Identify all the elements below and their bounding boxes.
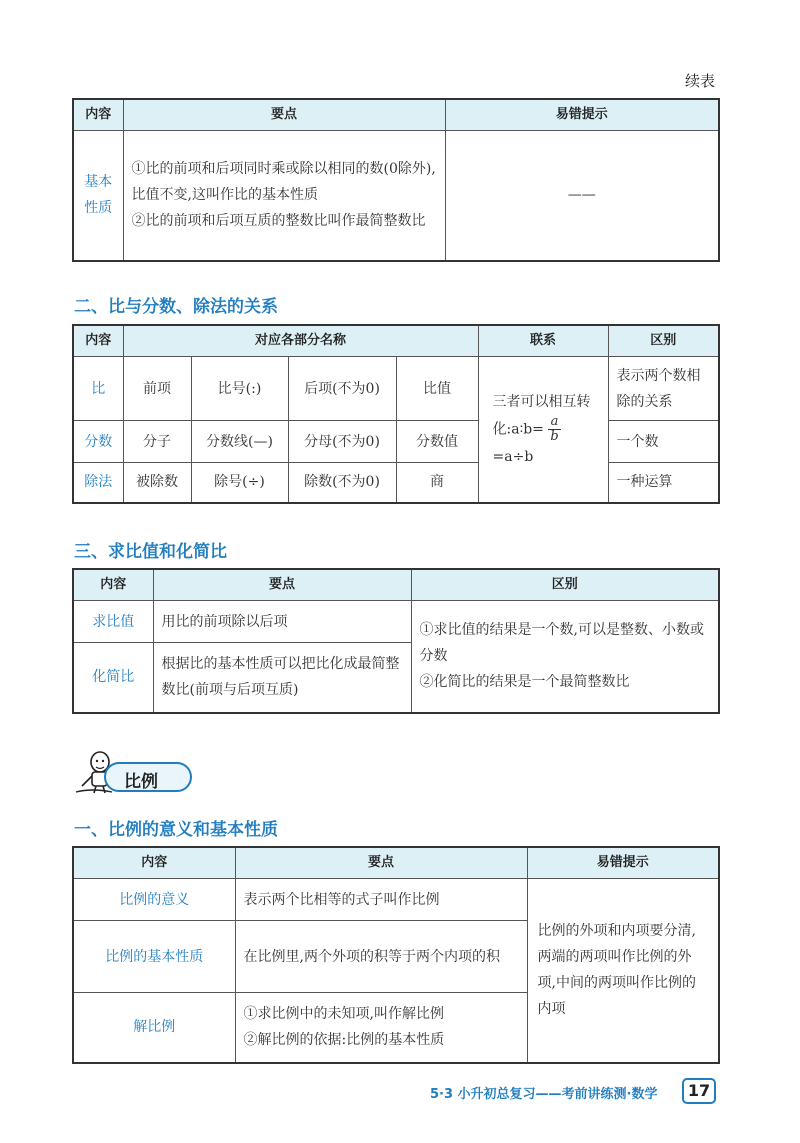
tip-cell: —— <box>445 131 719 261</box>
points-cell <box>123 131 445 261</box>
header-points: 要点 <box>153 569 411 601</box>
section-title: 一、比例的意义和基本性质 <box>74 820 278 840</box>
table-cell: 分数值 <box>396 421 478 463</box>
relation-text: 三者可以相互转化:a∶b= <box>492 393 591 438</box>
table-basic-property <box>72 98 720 262</box>
row-label: 比例的基本性质 <box>73 921 235 993</box>
fraction-denominator: b <box>550 428 559 444</box>
points-cell: 用比的前项除以后项 <box>153 601 411 643</box>
fraction <box>548 415 560 444</box>
table-ratio-fraction-division <box>72 324 720 504</box>
row-label: 求比值 <box>73 601 153 643</box>
points-cell <box>235 993 527 1063</box>
table-cell: 前项 <box>123 357 191 421</box>
points-cell: 根据比的基本性质可以把比化成最简整数比(前项与后项互质) <box>153 643 411 713</box>
header-tips: 易错提示 <box>445 99 719 131</box>
difference-cell <box>411 601 719 713</box>
continued-label: 续表 <box>685 72 716 90</box>
section-title: 三、求比值和化简比 <box>74 542 227 562</box>
table-cell: 除号(÷) <box>191 463 288 503</box>
header-points: 要点 <box>235 847 527 879</box>
header-difference: 区别 <box>608 325 719 357</box>
table-ratio-value-simplify <box>72 568 720 714</box>
header-relation: 联系 <box>478 325 608 357</box>
table-cell: 分数线(—) <box>191 421 288 463</box>
footer-text: 5·3 小升初总复习——考前讲练测·数学 <box>430 1087 658 1102</box>
table-cell: 比号(:) <box>191 357 288 421</box>
tip-cell: 比例的外项和内项要分清,两端的两项叫作比例的外项,中间的两项叫作比例的内项 <box>527 879 719 1063</box>
header-difference: 区别 <box>411 569 719 601</box>
section-badge <box>104 762 192 792</box>
row-label: 比 <box>73 357 123 421</box>
relation-tail: =a÷b <box>492 448 534 465</box>
point-line-2: ②比的前项和后项互质的整数比叫作最简整数比 <box>131 213 426 230</box>
header-content: 内容 <box>73 569 153 601</box>
table-cell: 商 <box>396 463 478 503</box>
difference-cell: 一种运算 <box>608 463 719 503</box>
points-cell: 在比例里,两个外项的积等于两个内项的积 <box>235 921 527 993</box>
point-line-1: ①比的前项和后项同时乘或除以相同的数(0除外),比值不变,这叫作比的基本性质 <box>131 161 436 204</box>
row-label: 解比例 <box>73 993 235 1063</box>
point-line-2: ②解比例的依据:比例的基本性质 <box>243 1032 445 1049</box>
difference-line-2: ②化简比的结果是一个最简整数比 <box>419 674 630 691</box>
difference-cell: 表示两个数相除的关系 <box>608 357 719 421</box>
table-cell: 比值 <box>396 357 478 421</box>
row-label: 除法 <box>73 463 123 503</box>
badge-label: 比例 <box>124 772 158 792</box>
table-cell: 除数(不为0) <box>288 463 396 503</box>
row-label: 基本性质 <box>73 131 123 261</box>
fraction-numerator: a <box>548 415 560 430</box>
page-number: 17 <box>687 1081 711 1100</box>
header-points: 要点 <box>123 99 445 131</box>
header-content: 内容 <box>73 325 123 357</box>
header-tips: 易错提示 <box>527 847 719 879</box>
table-cell: 被除数 <box>123 463 191 503</box>
page-number-badge <box>682 1078 716 1104</box>
header-part-names: 对应各部分名称 <box>123 325 478 357</box>
table-cell: 后项(不为0) <box>288 357 396 421</box>
point-line-1: ①求比例中的未知项,叫作解比例 <box>243 1006 444 1023</box>
difference-cell: 一个数 <box>608 421 719 463</box>
row-label: 分数 <box>73 421 123 463</box>
header-content: 内容 <box>73 847 235 879</box>
section-title: 二、比与分数、除法的关系 <box>74 297 278 317</box>
row-label: 化简比 <box>73 643 153 713</box>
points-cell: 表示两个比相等的式子叫作比例 <box>235 879 527 921</box>
header-content: 内容 <box>73 99 123 131</box>
relation-cell <box>478 357 608 503</box>
table-proportion <box>72 846 720 1064</box>
difference-line-1: ①求比值的结果是一个数,可以是整数、小数或分数 <box>419 622 704 665</box>
table-cell: 分子 <box>123 421 191 463</box>
table-cell: 分母(不为0) <box>288 421 396 463</box>
row-label: 比例的意义 <box>73 879 235 921</box>
